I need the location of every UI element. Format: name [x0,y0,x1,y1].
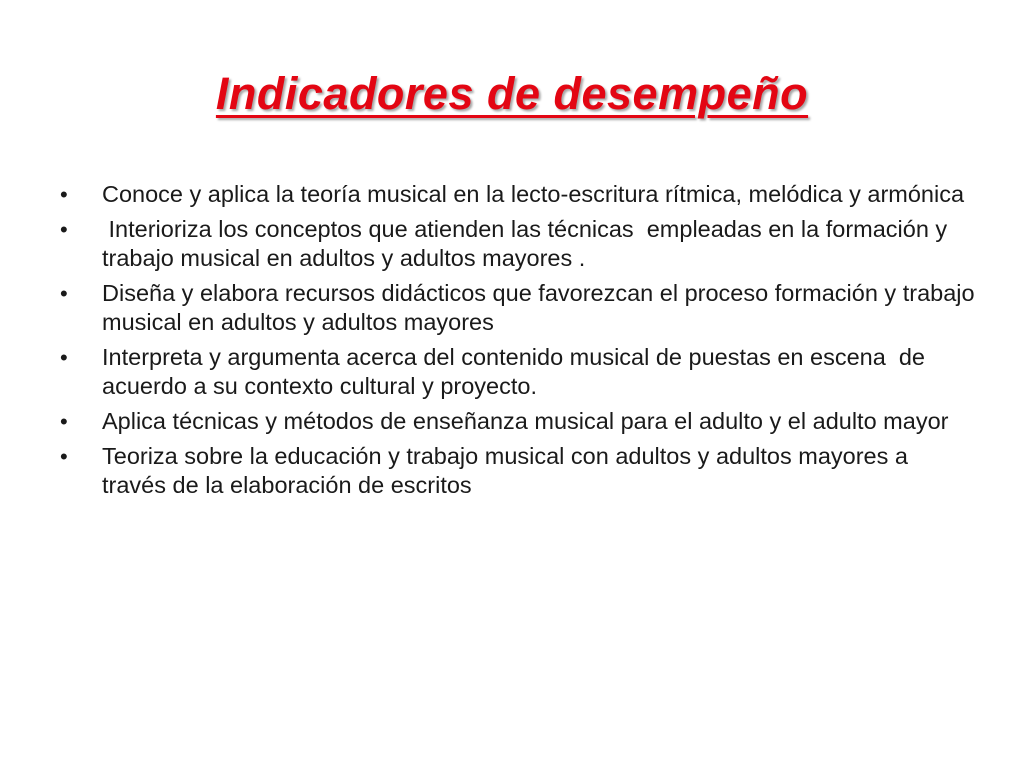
bullet-text: Interpreta y argumenta acerca del contenido musical de puestas en escena de acuerdo a su contexto cultural y proyecto. [102,344,932,399]
bullet-item [58,407,978,436]
bullet-text: Conoce y aplica la teoría musical en la lecto-escritura rítmica, melódica y armónica [102,181,965,207]
bullet-item [58,343,978,401]
bullet-item [58,180,978,209]
bullet-icon: • [60,444,68,469]
bullet-item [58,215,978,273]
bullet-icon: • [60,217,68,242]
slide-title: Indicadores de desempeño [215,68,809,119]
bullet-icon: • [60,409,68,434]
bullet-text: Interioriza los conceptos que atienden las técnicas empleadas en la formación y trabajo musical en adultos y adultos mayores . [102,216,954,271]
bullet-text: Diseña y elabora recursos didácticos que favorezcan el proceso formación y trabajo musical en adultos y adultos mayores [102,280,982,335]
bullet-icon: • [60,345,68,370]
bullet-text: Teoriza sobre la educación y trabajo musical con adultos y adultos mayores a través de la elaboración de escritos [102,443,915,498]
bullet-item [58,442,978,500]
bullet-icon: • [60,182,68,207]
bullet-list [58,180,982,506]
bullet-item [58,279,982,337]
bullet-text: Aplica técnicas y métodos de enseñanza musical para el adulto y el adulto mayor [102,408,949,434]
bullet-icon: • [60,281,68,306]
